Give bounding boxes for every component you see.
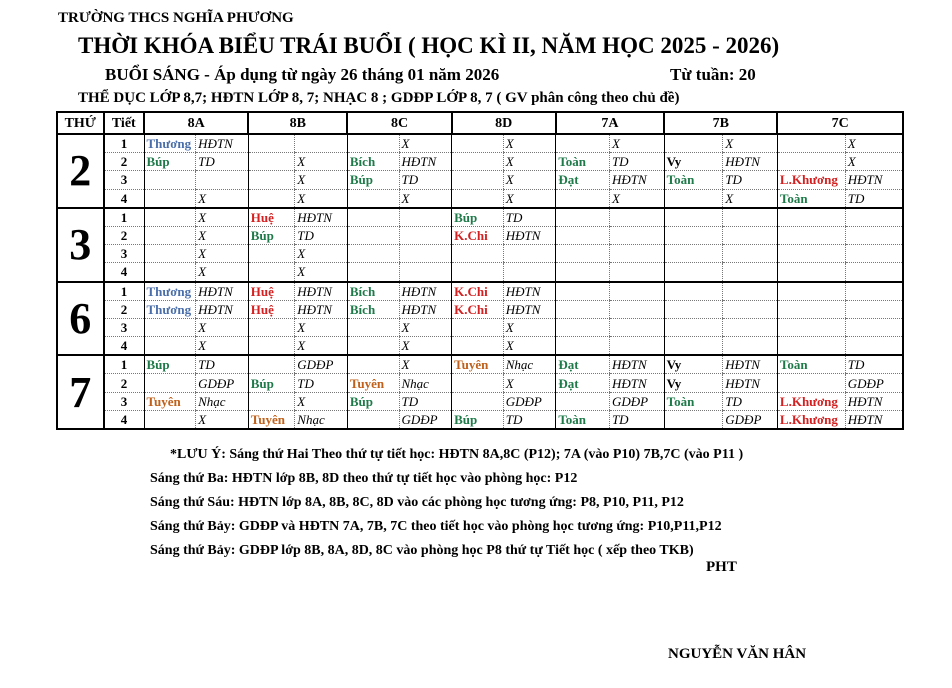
subject-cell: X [295, 245, 348, 263]
teacher-cell: Búp [144, 153, 196, 171]
teacher-cell [248, 189, 295, 208]
teacher-cell [248, 355, 295, 374]
note-line: Sáng thứ Sáu: HĐTN lớp 8A, 8B, 8C, 8D vào các phòng học tương ứng: P8, P10, P11, P12 [150, 495, 684, 510]
teacher-cell [248, 134, 295, 153]
subject-cell [503, 263, 556, 282]
teacher-cell [777, 282, 845, 301]
subject-cell: X [295, 337, 348, 356]
subject-cell: GDĐP [295, 355, 348, 374]
subject-cell: TD [845, 189, 903, 208]
teacher-cell [452, 392, 504, 410]
note-line: Sáng thứ Bảy: GDĐP và HĐTN 7A, 7B, 7C theo tiết học vào phòng học tương ứng: P10,P11,P12 [150, 519, 722, 534]
teacher-cell [347, 410, 399, 429]
table-row [57, 263, 903, 282]
subject-cell: HĐTN [609, 374, 664, 392]
teacher-cell [664, 134, 723, 153]
subject-cell: HĐTN [609, 355, 664, 374]
subject-cell: X [295, 392, 348, 410]
teacher-cell: K.Chi [452, 282, 504, 301]
teacher-cell [777, 153, 845, 171]
teacher-cell [556, 208, 610, 227]
period-cell: 4 [104, 410, 144, 429]
subject-cell [609, 226, 664, 244]
table-row [57, 392, 903, 410]
period-cell: 4 [104, 337, 144, 356]
day-cell: 3 [57, 208, 104, 282]
subject-cell [609, 208, 664, 227]
teacher-cell: Búp [347, 171, 399, 189]
subject-cell: X [196, 337, 249, 356]
subject-cell: TD [295, 226, 348, 244]
class-header: 8C [347, 112, 451, 134]
subject-cell [845, 318, 903, 336]
subject-cell: HĐTN [399, 282, 452, 301]
subject-cell: TD [399, 171, 452, 189]
subject-cell: X [503, 134, 556, 153]
teacher-cell [556, 282, 610, 301]
period-cell: 3 [104, 171, 144, 189]
teacher-cell: Búp [452, 410, 504, 429]
teacher-cell [777, 208, 845, 227]
subject-cell [845, 337, 903, 356]
teacher-cell [777, 245, 845, 263]
subject-cell: TD [723, 392, 778, 410]
class-header: 8B [248, 112, 347, 134]
subject-cell: GDĐP [845, 374, 903, 392]
teacher-cell: Búp [248, 374, 295, 392]
class-header: 7A [556, 112, 664, 134]
teacher-cell [664, 318, 723, 336]
subject-cell [399, 245, 452, 263]
teacher-cell [664, 189, 723, 208]
teacher-cell: Toàn [556, 153, 610, 171]
teacher-cell [777, 337, 845, 356]
teacher-cell [556, 392, 610, 410]
subject-cell: HĐTN [196, 282, 249, 301]
subject-cell [503, 245, 556, 263]
subject-cell: HĐTN [196, 300, 249, 318]
teacher-cell: Vy [664, 355, 723, 374]
subject-cell: TD [723, 171, 778, 189]
teacher-cell [452, 374, 504, 392]
teacher-cell: Bích [347, 300, 399, 318]
teacher-cell [452, 171, 504, 189]
table-row [57, 189, 903, 208]
teacher-cell: Huệ [248, 208, 295, 227]
subject-cell [723, 282, 778, 301]
period-cell: 2 [104, 300, 144, 318]
subject-cell: X [295, 263, 348, 282]
subject-cell: HĐTN [295, 208, 348, 227]
teacher-cell [347, 245, 399, 263]
teacher-cell [144, 263, 196, 282]
subject-cell [845, 300, 903, 318]
note-line: *LƯU Ý: Sáng thứ Hai Theo thứ tự tiết học: HĐTN 8A,8C (P12); 7A (vào P10) 7B,7C (vào P11 ) [170, 447, 744, 462]
table-row [57, 282, 903, 301]
timetable [56, 111, 904, 430]
teacher-cell [347, 318, 399, 336]
subject-cell: GDĐP [399, 410, 452, 429]
teacher-cell [248, 171, 295, 189]
teacher-cell [664, 300, 723, 318]
subject-cell [196, 171, 249, 189]
class-header: 7B [664, 112, 777, 134]
table-row [57, 374, 903, 392]
subject-cell: HĐTN [845, 171, 903, 189]
subject-cell: X [845, 134, 903, 153]
subject-cell: X [295, 171, 348, 189]
subject-cell [295, 134, 348, 153]
teacher-cell: Huệ [248, 282, 295, 301]
teacher-cell: Bích [347, 153, 399, 171]
teacher-cell [556, 245, 610, 263]
teacher-cell [347, 337, 399, 356]
teacher-cell: Đạt [556, 355, 610, 374]
subject-cell: X [503, 153, 556, 171]
teacher-cell [664, 208, 723, 227]
teacher-cell [347, 134, 399, 153]
teacher-cell [777, 134, 845, 153]
subject-cell: TD [609, 410, 664, 429]
teacher-cell [556, 226, 610, 244]
subject-cell [609, 245, 664, 263]
signer-name: NGUYỄN VĂN HÂN [668, 646, 807, 662]
subject-cell: X [196, 410, 249, 429]
table-row [57, 226, 903, 244]
teacher-cell [452, 245, 504, 263]
subject-cell: HĐTN [399, 300, 452, 318]
teacher-cell [777, 226, 845, 244]
teacher-cell: Thương [144, 300, 196, 318]
teacher-cell [452, 153, 504, 171]
subject-cell: TD [295, 374, 348, 392]
col-thu: THỨ [57, 112, 104, 134]
table-row [57, 410, 903, 429]
subject-cell: X [399, 189, 452, 208]
subject-cell [845, 245, 903, 263]
class-header: 8A [144, 112, 248, 134]
subject-cell [723, 245, 778, 263]
teacher-cell [452, 134, 504, 153]
subject-cell [723, 226, 778, 244]
teacher-cell: Toàn [664, 392, 723, 410]
table-row [57, 318, 903, 336]
subject-cell [609, 282, 664, 301]
teacher-cell [664, 245, 723, 263]
subject-cell [723, 318, 778, 336]
day-cell: 6 [57, 282, 104, 356]
teacher-cell [452, 263, 504, 282]
teacher-cell [144, 208, 196, 227]
school-name: TRƯỜNG THCS NGHĨA PHƯƠNG [58, 10, 294, 26]
period-cell: 4 [104, 189, 144, 208]
subject-cell: HĐTN [723, 153, 778, 171]
teacher-cell: Toàn [556, 410, 610, 429]
subject-cell: X [295, 189, 348, 208]
subject-cell [609, 263, 664, 282]
subject-cell: X [196, 226, 249, 244]
teacher-cell: Búp [347, 392, 399, 410]
teacher-cell: Đạt [556, 374, 610, 392]
teacher-cell [777, 263, 845, 282]
subject-cell: HĐTN [399, 153, 452, 171]
subject-cell [845, 226, 903, 244]
subject-cell: TD [503, 208, 556, 227]
period-cell: 3 [104, 318, 144, 336]
subject-cell: GDĐP [723, 410, 778, 429]
subject-cell: HĐTN [723, 355, 778, 374]
subject-cell: X [845, 153, 903, 171]
period-cell: 3 [104, 392, 144, 410]
subject-cell: X [196, 263, 249, 282]
subject-cell: TD [399, 392, 452, 410]
teacher-cell: L.Khương [777, 410, 845, 429]
subject-cell: X [295, 318, 348, 336]
teacher-cell [664, 337, 723, 356]
teacher-cell: Búp [452, 208, 504, 227]
period-cell: 2 [104, 374, 144, 392]
subject-cell: Nhạc [295, 410, 348, 429]
table-row [57, 245, 903, 263]
subject-cell: X [503, 171, 556, 189]
subject-cell: HĐTN [609, 171, 664, 189]
subject-cell [609, 300, 664, 318]
subject-cell: HĐTN [503, 226, 556, 244]
teacher-cell [248, 245, 295, 263]
teacher-cell [248, 153, 295, 171]
subject-cell: X [295, 153, 348, 171]
subject-cell: HĐTN [196, 134, 249, 153]
subject-cell: GDĐP [196, 374, 249, 392]
subject-cell: X [196, 189, 249, 208]
teacher-cell [777, 300, 845, 318]
teacher-cell [556, 300, 610, 318]
subject-cell: GDĐP [503, 392, 556, 410]
teacher-cell [556, 337, 610, 356]
page-title: THỜI KHÓA BIỂU TRÁI BUỔI ( HỌC KÌ II, NĂM HỌC 2025 - 2026) [78, 33, 780, 58]
subject-cell: Nhạc [399, 374, 452, 392]
teacher-cell: Tuyên [144, 392, 196, 410]
teacher-cell: K.Chi [452, 226, 504, 244]
period-cell: 1 [104, 134, 144, 153]
teacher-cell: L.Khương [777, 392, 845, 410]
subject-cell: X [723, 134, 778, 153]
class-header: 7C [777, 112, 903, 134]
table-row [57, 337, 903, 356]
teacher-cell: K.Chi [452, 300, 504, 318]
subject-cell [399, 226, 452, 244]
table-row [57, 153, 903, 171]
teacher-cell: Toàn [664, 171, 723, 189]
teacher-cell [777, 318, 845, 336]
subject-cell: X [399, 134, 452, 153]
period-cell: 2 [104, 153, 144, 171]
period-cell: 4 [104, 263, 144, 282]
subject-cell [723, 208, 778, 227]
teacher-cell: L.Khương [777, 171, 845, 189]
teacher-cell: Tuyên [452, 355, 504, 374]
teacher-cell [144, 374, 196, 392]
teacher-cell [556, 318, 610, 336]
teacher-cell [144, 245, 196, 263]
subject-cell [845, 263, 903, 282]
teacher-cell: Đạt [556, 171, 610, 189]
day-cell: 2 [57, 134, 104, 208]
subject-cell: HĐTN [295, 282, 348, 301]
period-cell: 3 [104, 245, 144, 263]
teacher-cell [664, 226, 723, 244]
period-cell: 1 [104, 282, 144, 301]
subject-cell [723, 337, 778, 356]
subject-cell: X [503, 374, 556, 392]
teacher-cell [144, 171, 196, 189]
subject-cell: X [503, 189, 556, 208]
teacher-cell [144, 318, 196, 336]
subject-cell: X [399, 337, 452, 356]
teacher-cell: Toàn [777, 189, 845, 208]
teacher-cell [347, 355, 399, 374]
subject-cell: X [399, 318, 452, 336]
table-row [57, 355, 903, 374]
teacher-cell [144, 410, 196, 429]
period-cell: 1 [104, 355, 144, 374]
teacher-cell [452, 189, 504, 208]
teacher-cell: Tuyên [347, 374, 399, 392]
table-row [57, 134, 903, 153]
teacher-cell [556, 134, 610, 153]
subject-cell: X [503, 337, 556, 356]
teacher-cell [248, 392, 295, 410]
notes [150, 443, 743, 563]
teacher-cell [556, 263, 610, 282]
note-line: Sáng thứ Bảy: GDĐP lớp 8B, 8A, 8D, 8C vào phòng học P8 thứ tự Tiết học ( xếp theo TKB) [150, 543, 694, 558]
subject-cell: HĐTN [845, 410, 903, 429]
teacher-cell [664, 410, 723, 429]
subject-cell [399, 263, 452, 282]
subject-cell: GDĐP [609, 392, 664, 410]
teacher-cell [452, 337, 504, 356]
teacher-cell [347, 263, 399, 282]
subject-cell: X [723, 189, 778, 208]
table-row [57, 171, 903, 189]
subject-cell: X [609, 189, 664, 208]
subject-cell [723, 300, 778, 318]
teacher-cell: Vy [664, 374, 723, 392]
subject-cell: TD [503, 410, 556, 429]
period-cell: 2 [104, 226, 144, 244]
teacher-cell [556, 189, 610, 208]
subject-cell: TD [845, 355, 903, 374]
subject-cell: HĐTN [295, 300, 348, 318]
subject-cell: Nhạc [196, 392, 249, 410]
teacher-cell [144, 226, 196, 244]
teacher-cell [248, 337, 295, 356]
subject-cell: TD [196, 153, 249, 171]
subject-cell [399, 208, 452, 227]
teacher-cell: Vy [664, 153, 723, 171]
subject-cell [609, 337, 664, 356]
subject-cell: X [399, 355, 452, 374]
teacher-cell [144, 189, 196, 208]
subject-cell: X [609, 134, 664, 153]
teacher-cell [664, 282, 723, 301]
teacher-cell: Tuyên [248, 410, 295, 429]
subject-cell: X [196, 208, 249, 227]
teacher-cell [248, 263, 295, 282]
teacher-cell [452, 318, 504, 336]
class-header: 8D [452, 112, 556, 134]
teacher-cell: Búp [144, 355, 196, 374]
subject-cell [723, 263, 778, 282]
subject-cell: HĐTN [723, 374, 778, 392]
teacher-cell [347, 208, 399, 227]
subject-cell: Nhạc [503, 355, 556, 374]
subject-cell: TD [196, 355, 249, 374]
subject-cell: X [196, 245, 249, 263]
teacher-cell: Huệ [248, 300, 295, 318]
teacher-cell [144, 337, 196, 356]
subject-cell: TD [609, 153, 664, 171]
teacher-cell: Toàn [777, 355, 845, 374]
teacher-cell: Búp [248, 226, 295, 244]
note-line: Sáng thứ Ba: HĐTN lớp 8B, 8D theo thứ tự tiết học vào phòng học: P12 [150, 471, 578, 486]
teacher-cell: Thương [144, 282, 196, 301]
period-cell: 1 [104, 208, 144, 227]
teacher-cell [248, 318, 295, 336]
table-row [57, 300, 903, 318]
table-row [57, 208, 903, 227]
subject-cell: HĐTN [845, 392, 903, 410]
subject-cell: HĐTN [503, 300, 556, 318]
session-info: BUỔI SÁNG - Áp dụng từ ngày 26 tháng 01 năm 2026 [105, 65, 500, 84]
subject-cell: X [196, 318, 249, 336]
week-info: Từ tuần: 20 [670, 65, 756, 84]
subject-cell [845, 282, 903, 301]
teacher-cell [347, 226, 399, 244]
teacher-cell [777, 374, 845, 392]
subtitle: THỂ DỤC LỚP 8,7; HĐTN LỚP 8, 7; NHẠC 8 ; GDĐP LỚP 8, 7 ( GV phân công theo chủ đề) [78, 90, 680, 106]
teacher-cell: Thương [144, 134, 196, 153]
pht-label: PHT [706, 559, 737, 575]
subject-cell: HĐTN [503, 282, 556, 301]
table-header-row [57, 112, 903, 134]
subject-cell [845, 208, 903, 227]
teacher-cell [347, 189, 399, 208]
subject-cell [609, 318, 664, 336]
day-cell: 7 [57, 355, 104, 429]
teacher-cell [664, 263, 723, 282]
teacher-cell: Bích [347, 282, 399, 301]
subject-cell: X [503, 318, 556, 336]
col-tiet: Tiết [104, 112, 144, 134]
